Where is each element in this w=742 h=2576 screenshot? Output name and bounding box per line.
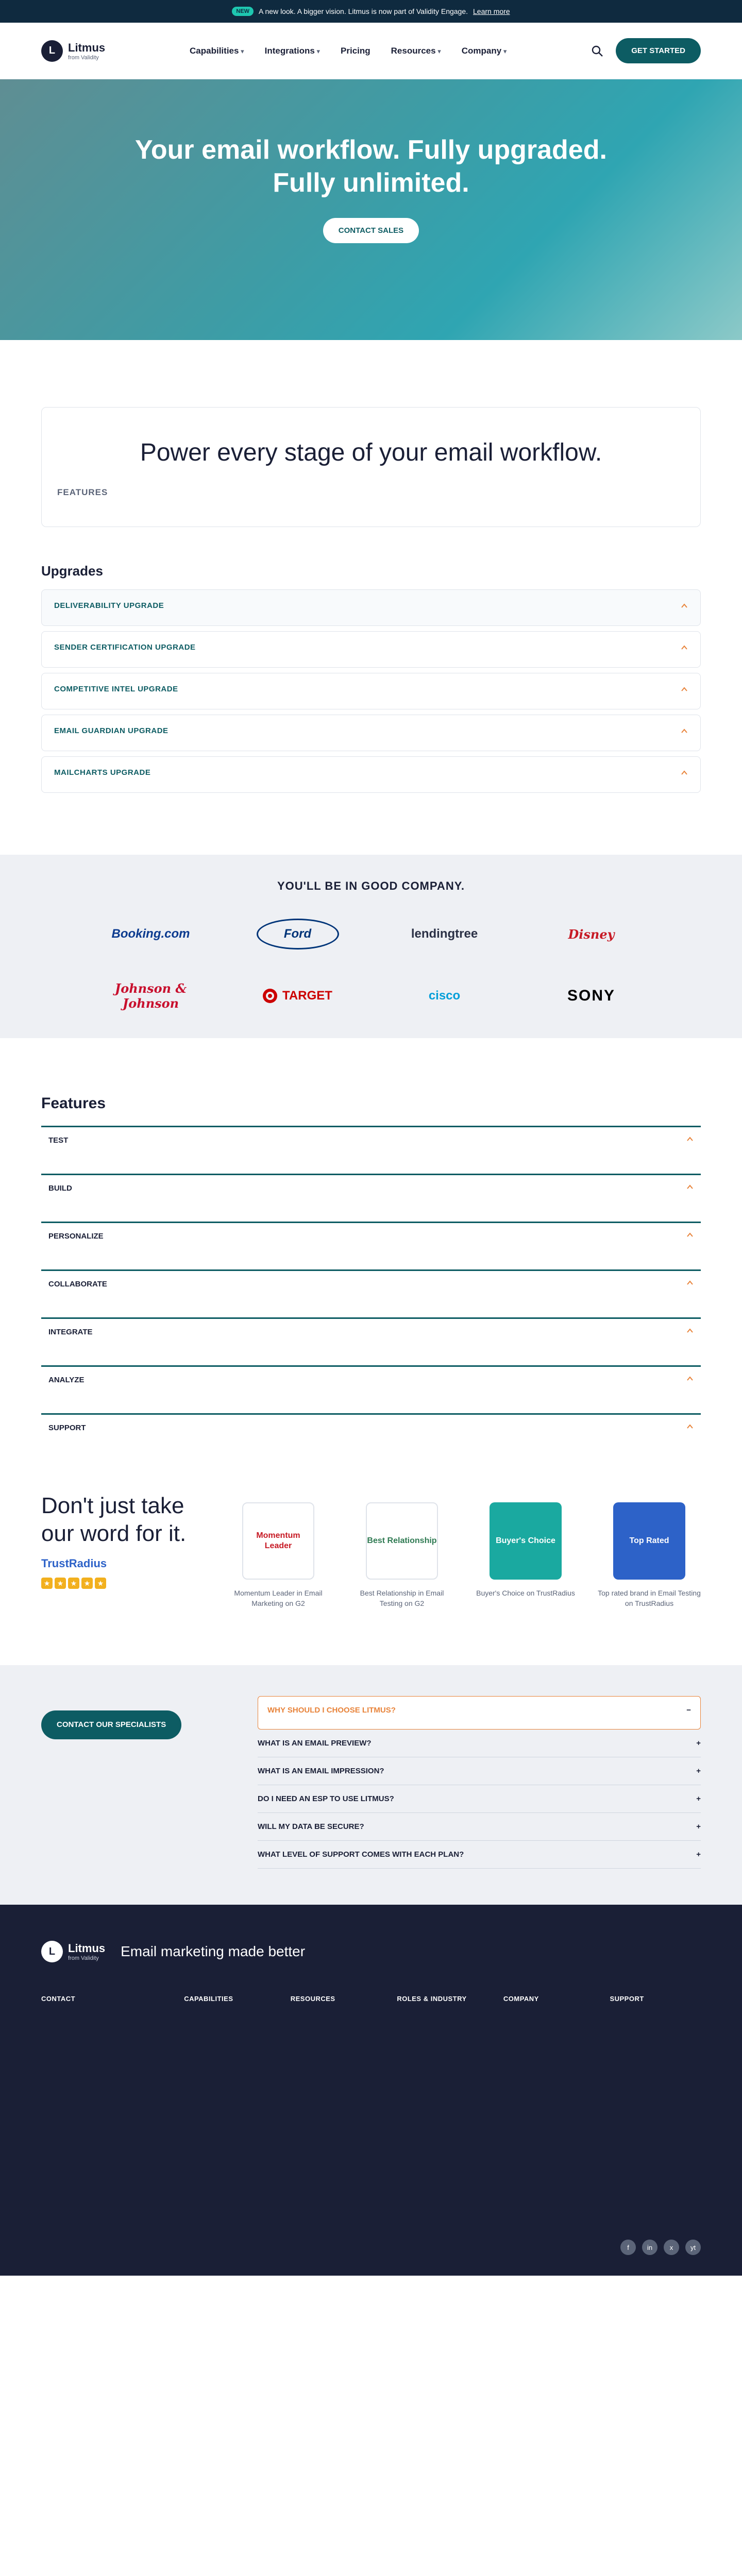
feature-group [41,1269,701,1297]
faq-item[interactable] [258,1785,701,1813]
jnj-logo: Johnson & Johnson [114,981,187,1011]
logo-mark: L [41,40,63,62]
upgrades-title: Upgrades [41,563,103,579]
award-badge [227,1502,330,1608]
logo-name: Litmus [68,41,106,54]
award-badge [474,1502,577,1608]
brands-section [0,855,742,1038]
chevron-up-icon[interactable] [686,1183,694,1193]
feature-group-header[interactable] [41,1271,701,1297]
social-icon[interactable]: x [664,2240,679,2255]
award-badge [350,1502,453,1608]
star-icon: ★ [81,1578,93,1589]
upgrades-list [41,589,701,793]
feature-group-header[interactable] [41,1319,701,1345]
faq-question: WILL MY DATA BE SECURE? [258,1822,364,1831]
trust-title: Don't just take our word for it. [41,1493,187,1546]
site-footer [0,1905,742,2276]
brands-title: YOU'LL BE IN GOOD COMPANY. [277,879,465,892]
disney-logo: Disney [568,926,615,942]
features-label: FEATURES [57,487,108,497]
footer-column-heading: RESOURCES [290,1995,335,2003]
faq-question: WHAT LEVEL OF SUPPORT COMES WITH EACH PLAN? [258,1850,464,1859]
hero-title-line2: Fully unlimited. [273,168,469,198]
feature-group [41,1222,701,1249]
sony-logo: SONY [567,987,616,1004]
chevron-up-icon[interactable] [681,727,688,735]
footer-column-heading: SUPPORT [610,1995,644,2003]
footer-column [610,1993,701,2010]
star-icon: ★ [95,1578,106,1589]
hero-title-line1: Your email workflow. Fully upgraded. [135,135,607,165]
minus-icon[interactable]: − [686,1706,691,1715]
faq-item[interactable] [258,1813,701,1841]
chevron-up-icon[interactable] [686,1136,694,1145]
banner-text: A new look. A bigger vision. Litmus is now part of Validity Engage. [259,7,468,15]
nav-integrations[interactable]: Integrations ▾ [265,46,320,56]
ford-logo: Ford [257,919,339,950]
social-icon[interactable]: f [620,2240,636,2255]
trustradius-logo: TrustRadius [41,1557,107,1570]
faq-section [0,1665,742,1905]
feature-group-header[interactable] [41,1175,701,1201]
badge-graphic: Momentum Leader [242,1502,314,1580]
faq-item[interactable] [258,1696,701,1730]
contact-sales-button[interactable]: CONTACT SALES [323,218,419,243]
new-tag: NEW [232,7,254,16]
social-icon[interactable]: yt [685,2240,701,2255]
nav-company[interactable]: Company ▾ [462,46,507,56]
faq-question: WHAT IS AN EMAIL IMPRESSION? [258,1767,384,1775]
upgrade-heading: MAILCHARTS UPGRADE [54,768,151,777]
footer-column [41,1993,168,2010]
feature-group [41,1317,701,1345]
nav-resources[interactable]: Resources ▾ [391,46,441,56]
feature-group-header[interactable] [41,1223,701,1249]
social-links [620,2240,701,2255]
litmus-logo[interactable] [41,40,105,62]
plus-icon[interactable]: + [696,1767,701,1775]
faq-question: WHY SHOULD I CHOOSE LITMUS? [267,1706,396,1715]
faq-item[interactable] [258,1757,701,1785]
chevron-up-icon[interactable] [681,602,688,609]
footer-column-heading: ROLES & INDUSTRY [397,1995,467,2003]
upgrade-heading: EMAIL GUARDIAN UPGRADE [54,726,168,735]
contact-specialists-button[interactable]: CONTACT OUR SPECIALISTS [41,1710,181,1739]
booking-logo: Booking.com [111,927,190,941]
chevron-up-icon[interactable] [681,769,688,776]
search-icon[interactable] [591,45,603,57]
feature-group [41,1365,701,1393]
upgrade-heading: COMPETITIVE INTEL UPGRADE [54,685,178,693]
target-bullseye-icon [263,989,277,1003]
get-started-button[interactable]: GET STARTED [616,38,701,63]
footer-column-heading: CAPABILITIES [184,1995,233,2003]
cisco-logo: cisco [428,989,461,1003]
nav-capabilities[interactable]: Capabilities ▾ [190,46,244,56]
feature-group-header[interactable] [41,1415,701,1440]
star-icon: ★ [41,1578,53,1589]
footer-tagline: Email marketing made better [121,1943,306,1959]
faq-item[interactable] [258,1730,701,1757]
upgrade-accordion[interactable] [41,631,701,668]
star-icon: ★ [68,1578,79,1589]
social-icon[interactable]: in [642,2240,657,2255]
upgrade-heading: SENDER CERTIFICATION UPGRADE [54,643,196,652]
feature-group [41,1174,701,1201]
faq-question: WHAT IS AN EMAIL PREVIEW? [258,1739,372,1748]
feature-group-name: ANALYZE [48,1375,85,1384]
chevron-up-icon[interactable] [686,1231,694,1241]
star-icon: ★ [55,1578,66,1589]
upgrade-accordion[interactable] [41,673,701,709]
chevron-up-icon[interactable] [681,644,688,651]
feature-group-name: TEST [48,1136,69,1145]
footer-column [291,1993,382,2010]
upgrade-accordion[interactable] [41,589,701,626]
feature-group-name: INTEGRATE [48,1327,93,1336]
power-card [41,407,701,527]
feature-group-header[interactable] [41,1367,701,1393]
banner-link[interactable]: Learn more [473,7,510,15]
footer-column [397,1993,488,2010]
upgrade-heading: DELIVERABILITY UPGRADE [54,601,164,610]
feature-group [41,1126,701,1153]
footer-column-heading: CONTACT [41,1995,76,2003]
footer-column-heading: COMPANY [503,1995,539,2003]
features-table [41,1126,701,1440]
upgrade-accordion[interactable] [41,715,701,751]
chevron-up-icon[interactable] [681,686,688,693]
footer-column [503,1993,595,2010]
chevron-up-icon[interactable] [686,1423,694,1432]
feature-group-name: COLLABORATE [48,1279,107,1289]
chevron-up-icon[interactable] [686,1279,694,1289]
main-nav [0,23,742,79]
nav-pricing[interactable]: Pricing [341,45,370,56]
feature-group [41,1413,701,1440]
badge-caption: Buyer's Choice on TrustRadius [476,1589,575,1597]
plus-icon[interactable]: + [696,1822,701,1831]
plus-icon[interactable]: + [696,1794,701,1803]
badge-caption: Top rated brand in Email Testing on TrustRadius [598,1589,701,1607]
announcement-banner [0,0,742,23]
badge-caption: Best Relationship in Email Testing on G2 [360,1589,444,1607]
badge-graphic: Buyer's Choice [490,1502,562,1580]
feature-group-header[interactable] [41,1127,701,1153]
star-rating [41,1578,206,1589]
trust-section [41,1492,701,1608]
chevron-up-icon[interactable] [686,1327,694,1336]
footer-logo[interactable]: L Litmus from Validity [41,1941,105,1962]
feature-group-name: BUILD [48,1183,72,1193]
plus-icon[interactable]: + [696,1850,701,1859]
award-badge [598,1502,701,1608]
chevron-up-icon[interactable] [686,1375,694,1384]
badge-graphic: Top Rated [613,1502,685,1580]
plus-icon[interactable]: + [696,1739,701,1748]
hero [0,79,742,340]
faq-item[interactable] [258,1841,701,1869]
badge-caption: Momentum Leader in Email Marketing on G2 [234,1589,323,1607]
footer-column [184,1993,275,2010]
badge-graphic: Best Relationship [366,1502,438,1580]
faq-list [258,1696,701,1869]
upgrade-accordion[interactable] [41,756,701,793]
features-table-title: Features [41,1095,106,1112]
faq-question: DO I NEED AN ESP TO USE LITMUS? [258,1794,394,1803]
feature-group-name: SUPPORT [48,1423,86,1432]
feature-group-name: PERSONALIZE [48,1231,104,1241]
lendingtree-logo: lendingtree [411,927,478,941]
logo-sub: from Validity [68,54,99,61]
power-title: Power every stage of your email workflow. [140,439,602,466]
target-logo: TARGET [234,980,361,1011]
